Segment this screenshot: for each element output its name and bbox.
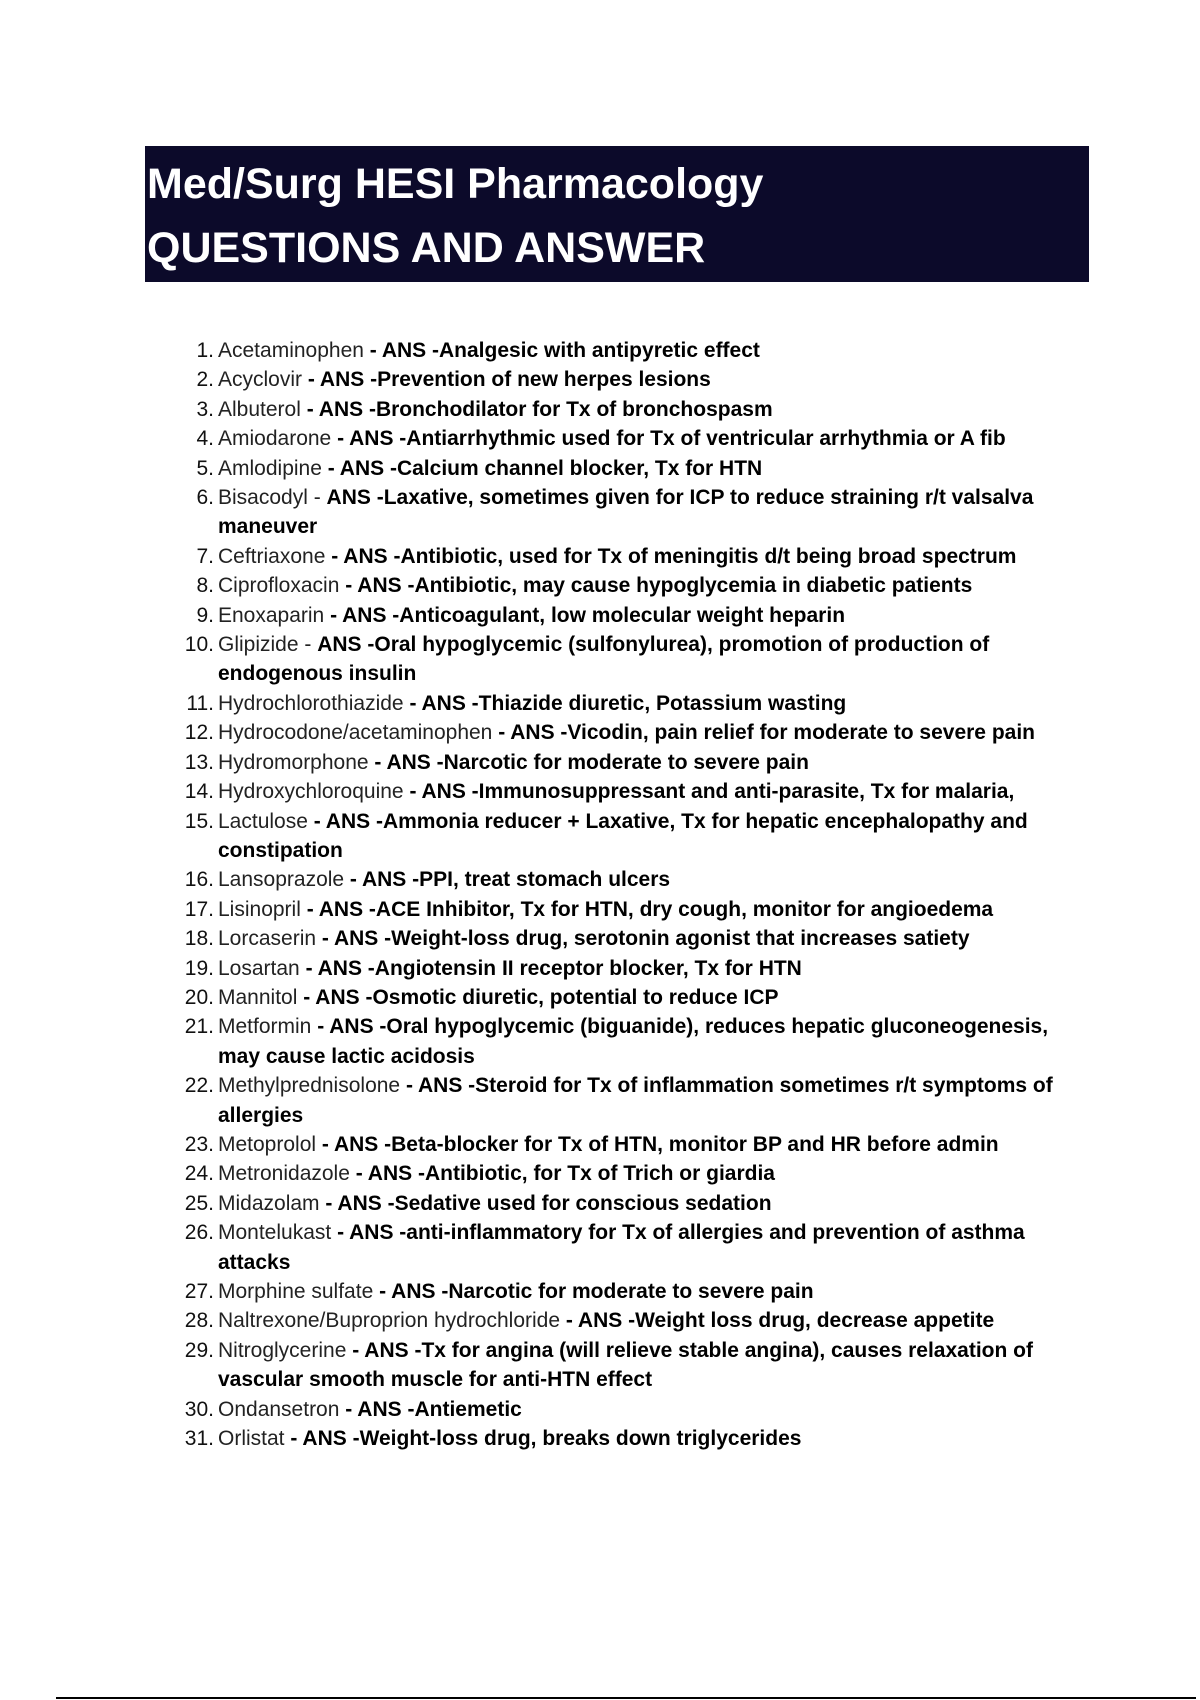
drug-name: Amiodarone	[218, 427, 332, 451]
drug-answer: - ANS -Vicodin, pain relief for moderate to severe pain	[492, 721, 1035, 745]
drug-name: Acyclovir	[218, 368, 303, 392]
drug-name: Naltrexone/Buproprion hydrochloride	[218, 1309, 561, 1333]
drug-name: Orlistat	[218, 1427, 285, 1451]
list-item	[180, 924, 1090, 953]
drug-name: Amlodipine	[218, 456, 322, 480]
drug-answer: - ANS -Antiarrhythmic used for Tx of ventricular arrhythmia or A fib	[331, 427, 1006, 451]
item-number: 23.	[184, 1132, 214, 1156]
drug-answer: - ANS -Analgesic with antipyretic effect	[363, 339, 760, 362]
item-number: 7.	[196, 544, 214, 568]
list-item	[180, 365, 1090, 394]
list-item	[180, 1130, 1090, 1159]
drug-name: Lansoprazole	[218, 868, 345, 892]
drug-answer: - ANS -PPI, treat stomach ulcers	[344, 868, 671, 892]
drug-name: Metronidazole	[218, 1162, 350, 1186]
drug-answer: - ANS -Steroid for Tx of inflammation sometimes r/t symptoms of allergies	[218, 1074, 1053, 1127]
drug-name: Acetaminophen	[218, 339, 364, 362]
list-item	[180, 865, 1090, 894]
list-item	[180, 483, 1090, 542]
item-number: 9.	[196, 603, 214, 627]
drug-answer: - ANS -Angiotensin II receptor blocker, Tx for HTN	[299, 956, 802, 980]
qa-list	[180, 336, 1090, 1453]
drug-name: Midazolam	[218, 1191, 320, 1215]
list-item	[180, 1218, 1090, 1277]
list-item	[180, 718, 1090, 747]
drug-answer: - ANS -Beta-blocker for Tx of HTN, monitor BP and HR before admin	[316, 1132, 999, 1156]
list-item	[180, 571, 1090, 600]
list-item	[180, 983, 1090, 1012]
drug-name: Metoprolol	[218, 1132, 317, 1156]
drug-answer: - ANS -Sedative used for conscious sedation	[319, 1191, 772, 1215]
item-number: 29.	[184, 1338, 214, 1362]
list-item	[180, 954, 1090, 983]
item-number: 3.	[196, 397, 214, 421]
drug-name: Lisinopril	[218, 897, 301, 921]
drug-name: Hydrochlorothiazide	[218, 691, 404, 715]
item-number: 11.	[186, 691, 214, 715]
item-number: 20.	[184, 985, 214, 1009]
list-item	[180, 395, 1090, 424]
drug-name: Ceftriaxone	[218, 544, 326, 568]
item-number: 12.	[184, 721, 214, 745]
drug-answer: - ANS -Calcium channel blocker, Tx for HTN	[321, 456, 763, 480]
list-item	[180, 601, 1090, 630]
item-number: 13.	[184, 750, 214, 774]
list-item	[180, 1424, 1090, 1453]
drug-name: Ciprofloxacin	[218, 574, 340, 598]
list-item	[180, 1336, 1090, 1395]
drug-answer: - ANS -Osmotic diuretic, potential to reduce ICP	[297, 985, 779, 1009]
list-item	[180, 807, 1090, 866]
drug-name: Losartan	[218, 956, 300, 980]
drug-name: Metformin	[218, 1015, 312, 1039]
item-number: 25.	[184, 1191, 214, 1215]
drug-answer: - ANS -ACE Inhibitor, Tx for HTN, dry cough, monitor for angioedema	[300, 897, 994, 921]
list-item	[180, 1306, 1090, 1335]
drug-name: Ondansetron	[218, 1397, 340, 1421]
bottom-divider	[56, 1697, 1196, 1699]
list-item	[180, 1189, 1090, 1218]
item-number: 10.	[184, 633, 214, 657]
list-item	[180, 542, 1090, 571]
item-number: 31.	[184, 1427, 214, 1451]
drug-answer: - ANS -Thiazide diuretic, Potassium wasting	[403, 691, 847, 715]
drug-answer: ANS -Oral hypoglycemic (sulfonylurea), promotion of production of endogenous insulin	[218, 633, 990, 686]
list-item	[180, 1012, 1090, 1071]
drug-name: Lorcaserin	[218, 927, 317, 951]
item-number: 6.	[196, 486, 214, 510]
item-number: 26.	[184, 1221, 214, 1245]
drug-name: Hydromorphone	[218, 750, 369, 774]
title-banner	[145, 146, 1089, 282]
drug-answer: - ANS -Antibiotic, used for Tx of meningitis d/t being broad spectrum	[325, 544, 1017, 568]
item-number: 17.	[184, 897, 214, 921]
title-line-1: Med/Surg HESI Pharmacology	[147, 160, 764, 208]
item-number: 8.	[196, 574, 214, 598]
drug-answer: - ANS -Prevention of new herpes lesions	[302, 368, 711, 392]
list-item	[180, 689, 1090, 718]
drug-answer: - ANS -Narcotic for moderate to severe pain	[368, 750, 809, 774]
drug-name: Montelukast	[218, 1221, 332, 1245]
list-item	[180, 895, 1090, 924]
list-item	[180, 1159, 1090, 1188]
drug-answer: - ANS -Antibiotic, may cause hypoglycemia in diabetic patients	[339, 574, 973, 598]
drug-answer: - ANS -Immunosuppressant and anti-parasite, Tx for malaria,	[403, 780, 1015, 804]
item-number: 21.	[184, 1015, 214, 1039]
drug-answer: - ANS -anti-inflammatory for Tx of allergies and prevention of asthma attacks	[218, 1221, 1025, 1274]
drug-name: Hydrocodone/acetaminophen	[218, 721, 493, 745]
list-item	[180, 748, 1090, 777]
drug-name: Hydroxychloroquine	[218, 780, 404, 804]
item-number: 24.	[184, 1162, 214, 1186]
item-number: 2.	[196, 368, 214, 392]
list-item	[180, 1277, 1090, 1306]
item-number: 22.	[184, 1074, 214, 1098]
drug-answer: - ANS -Weight-loss drug, breaks down triglycerides	[284, 1427, 802, 1451]
list-item	[180, 424, 1090, 453]
item-number: 4.	[196, 427, 214, 451]
drug-name: Albuterol	[218, 397, 301, 421]
drug-answer: - ANS -Ammonia reducer + Laxative, Tx for hepatic encephalopathy and constipation	[218, 809, 1028, 862]
list-item	[180, 1395, 1090, 1424]
drug-answer: - ANS -Weight-loss drug, serotonin agonist that increases satiety	[316, 927, 970, 951]
list-item	[180, 777, 1090, 806]
drug-answer: - ANS -Antibiotic, for Tx of Trich or giardia	[349, 1162, 775, 1186]
drug-answer: ANS -Laxative, sometimes given for ICP to reduce straining r/t valsalva maneuver	[218, 486, 1034, 539]
item-number: 15.	[184, 809, 214, 833]
drug-name: Glipizide -	[218, 633, 318, 657]
item-number: 18.	[184, 927, 214, 951]
drug-answer: - ANS -Anticoagulant, low molecular weight heparin	[324, 603, 846, 627]
list-item	[180, 1071, 1090, 1130]
list-item	[180, 630, 1090, 689]
item-number: 14.	[184, 780, 214, 804]
drug-answer: - ANS -Narcotic for moderate to severe pain	[373, 1280, 814, 1303]
drug-answer: - ANS -Weight loss drug, decrease appetite	[560, 1309, 995, 1333]
item-number: 27.	[184, 1280, 214, 1303]
drug-answer: - ANS -Antiemetic	[339, 1397, 522, 1421]
drug-name: Nitroglycerine	[218, 1338, 347, 1362]
title-line-2: QUESTIONS AND ANSWER	[147, 224, 706, 272]
item-number: 16.	[184, 868, 214, 892]
drug-name: Mannitol	[218, 985, 298, 1009]
item-number: 19.	[184, 956, 214, 980]
item-number: 5.	[196, 456, 214, 480]
list-item	[180, 454, 1090, 483]
item-number: 30.	[184, 1397, 214, 1421]
drug-name: Enoxaparin	[218, 603, 325, 627]
item-number: 1.	[196, 339, 214, 362]
drug-name: Lactulose	[218, 809, 308, 833]
drug-answer: - ANS -Oral hypoglycemic (biguanide), reduces hepatic gluconeogenesis, may cause lactic acidosis	[218, 1015, 1049, 1068]
drug-answer: - ANS -Tx for angina (will relieve stable angina), causes relaxation of vascular smooth muscle for anti-HTN effect	[218, 1338, 1033, 1392]
drug-name: Morphine sulfate	[218, 1280, 374, 1303]
drug-name: Methylprednisolone	[218, 1074, 401, 1098]
item-number: 28.	[184, 1309, 214, 1333]
list-item	[180, 336, 1090, 365]
drug-name: Bisacodyl -	[218, 486, 327, 510]
drug-answer: - ANS -Bronchodilator for Tx of bronchospasm	[300, 397, 773, 421]
